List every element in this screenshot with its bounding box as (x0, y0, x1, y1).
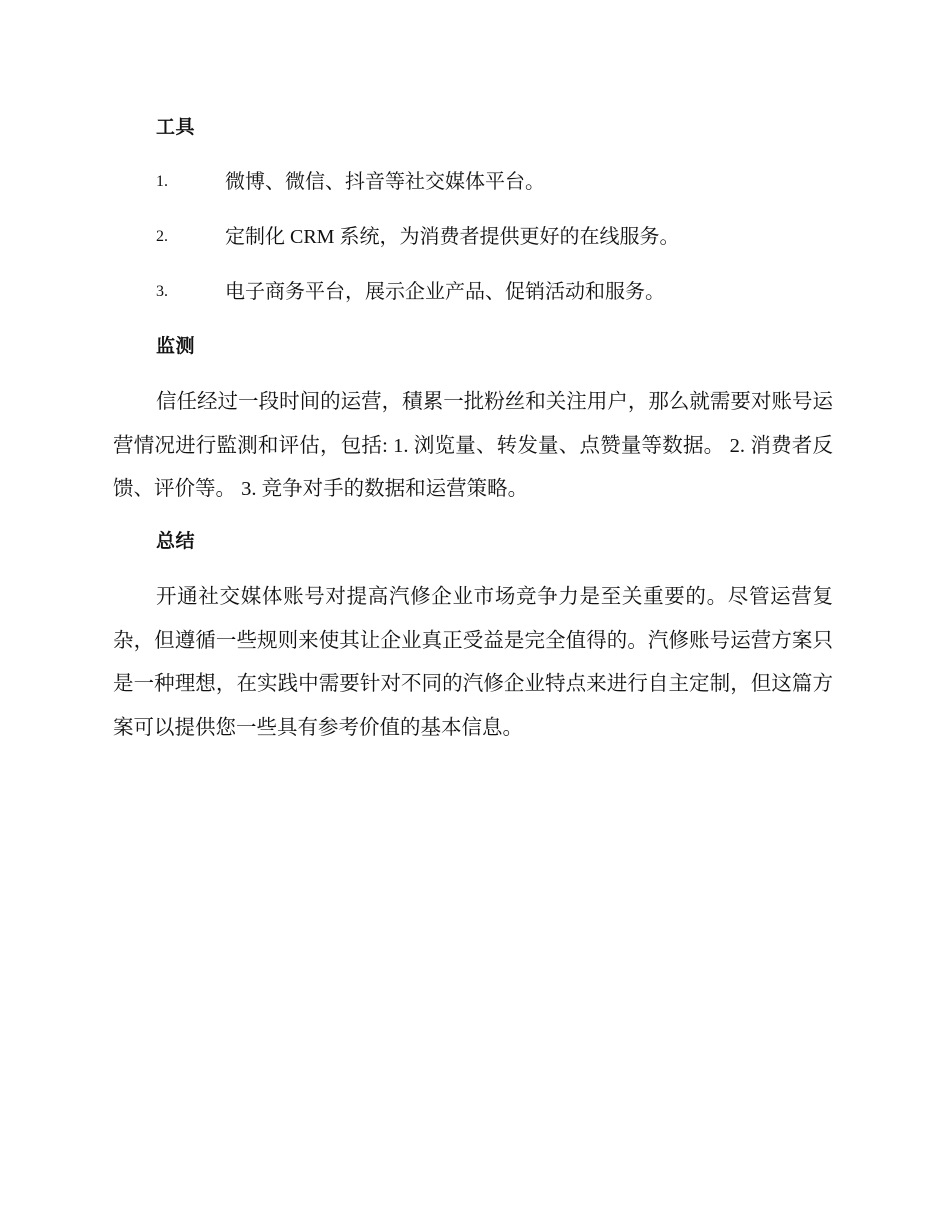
section-heading-summary: 总结 (156, 530, 196, 552)
summary-paragraph: 开通社交媒体账号对提高汽修企业市场竞争力是至关重要的。尽管运营复杂，但遵循一些规则来使其让企业真正受益是完全值得的。汽修账号运营方案只是一种理想，在实践中需要针对不同的汽修企业特点来进行自主定制，但这篇方案可以提供您一些具有参考价值的基本信息。 (113, 586, 833, 739)
list-number: 2. (156, 228, 168, 245)
list-item-text: 电子商务平台，展示企业产品、促销活动和服务。 (225, 281, 665, 303)
section-heading-monitor: 监测 (156, 335, 196, 357)
section-heading-tools: 工具 (156, 116, 196, 138)
list-item (156, 222, 836, 252)
list-item-text: 定制化 CRM 系统，为消费者提供更好的在线服务。 (225, 226, 680, 248)
list-item (156, 277, 836, 307)
list-item-text: 微博、微信、抖音等社交媒体平台。 (225, 171, 545, 193)
list-number: 1. (156, 173, 168, 190)
list-number: 3. (156, 283, 168, 300)
list-item (156, 167, 836, 197)
monitor-paragraph: 信任经过一段时间的运营，積累一批粉丝和关注用户，那么就需要对账号运营情况进行監測和评估，包括: 1. 浏览量、转发量、点赞量等数据。 2. 消费者反馈、评价等。 3. 竞争对手的数据和运营策略。 (113, 391, 833, 500)
